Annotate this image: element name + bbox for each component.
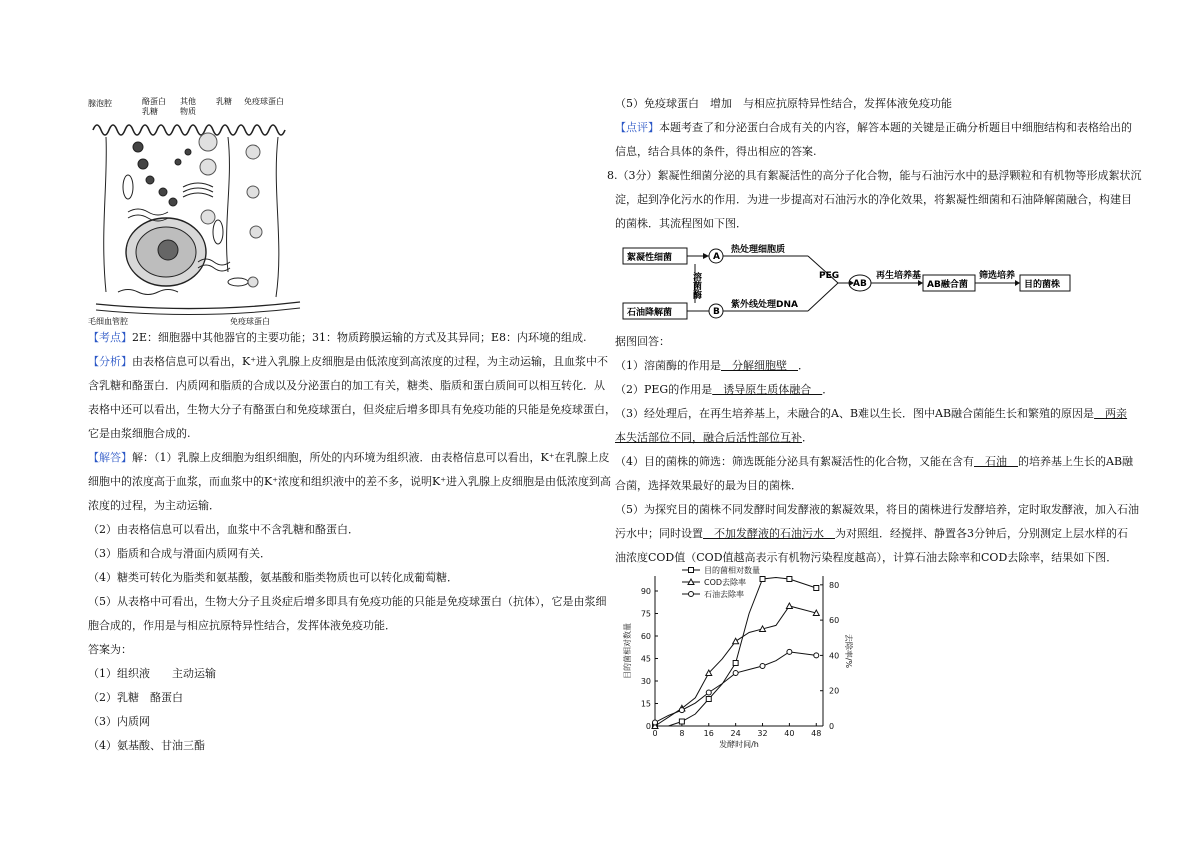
label-casein: 酪蛋白: [142, 97, 166, 106]
q4-answer: 石油: [974, 455, 1018, 468]
q1-line: [615, 358, 809, 374]
jieda-line-3: 浓度的过程，为主动运输．: [88, 499, 220, 512]
legend-marker-3: [689, 592, 694, 597]
flow-box1: 絮凝性细菌: [627, 253, 673, 263]
q5-post: 为对照组．经搅拌、静置各3分钟后，分别测定上层水样的石: [835, 527, 1128, 540]
y-left-tick-label: 90: [640, 587, 651, 596]
q1-pre: （1）溶菌酶的作用是: [615, 359, 721, 372]
x-tick-label: 16: [703, 729, 714, 738]
y-right-axis-label: 去除率/%: [844, 633, 853, 669]
flow-fused: AB融合菌: [927, 280, 968, 290]
fenxi-line-2: 含乳糖和酪蛋白．内质网和脂质的合成以及分泌蛋白的加工有关，糖类、脂质和蛋白质间可以相互转化．从: [88, 379, 605, 392]
label-other: 其他: [180, 97, 196, 106]
q5-pre: 污水中；同时设置: [615, 527, 703, 540]
read-title: 据图回答：: [615, 335, 670, 348]
q2-pre: （2）PEG的作用是: [615, 383, 713, 396]
series-1-point: [760, 577, 765, 582]
series-1-point: [733, 661, 738, 666]
fenxi-text-1: 由表格信息可以看出，K⁺进入乳腺上皮细胞是由低浓度到高浓度的过程，为主动运输，且血浆中不: [132, 355, 609, 368]
q3-post: ．: [802, 431, 813, 444]
flow-b: B: [713, 307, 720, 317]
jieda-line-8: 胞合成的，作用是与相应抗原特异性结合，发挥体液免疫功能．: [88, 619, 396, 632]
series-3-point: [706, 690, 711, 695]
series-2-point: [786, 603, 792, 609]
q5-answer: 不加发酵液的石油污水: [703, 527, 835, 540]
flow-box2: 石油降解菌: [627, 308, 673, 318]
mammary-cell-figure: [88, 92, 308, 327]
q8-line-3: 的菌株．其流程图如下图．: [615, 217, 747, 230]
series-1-point: [706, 697, 711, 702]
q2-line: [615, 382, 833, 398]
q8-line-1: 8.（3分）絮凝性细菌分泌的具有絮凝活性的高分子化合物，能与石油污水中的悬浮颗粒和有机物等形成絮状沉: [607, 169, 1142, 182]
q3-answer-1: 两亲: [1094, 407, 1128, 420]
jieda-line-1: [88, 450, 610, 466]
y-left-tick-label: 60: [640, 632, 651, 641]
jieda-line-7: （5）从表格中可看出，生物大分子且炎症后增多即具有免疫功能的只能是免疫球蛋白（抗体），它是由浆细: [88, 595, 607, 608]
y-right-tick-label: 60: [829, 616, 840, 626]
jieda-line-5: （3）脂质和合成与滑面内质网有关．: [88, 547, 271, 560]
q3-answer-2: 本失活部位不同，融合后活性部位互补: [615, 431, 802, 444]
label-immunoglobulin-bottom: 免疫球蛋白: [230, 317, 270, 326]
q4-line-1: [615, 454, 1133, 470]
kaodian-line: [88, 330, 587, 346]
label-capillary: 毛细血管腔: [88, 317, 128, 326]
legend-label-2: COD去除率: [704, 578, 747, 587]
y-left-tick-label: 75: [640, 609, 651, 619]
series-1-point: [814, 586, 819, 591]
flow-uv: 紫外线处理DNA: [731, 300, 798, 310]
legend-marker-1: [689, 568, 694, 573]
answer-title: 答案为：: [88, 643, 132, 656]
x-tick-label: 24: [730, 729, 741, 738]
answer-5: （5）免疫球蛋白 增加 与相应抗原特异性结合，发挥体液免疫功能: [615, 97, 952, 110]
y-left-axis-label: 目的菌相对数量: [623, 623, 632, 679]
q5-line-3: 油浓度COD值（COD值越高表示有机物污染程度越高），计算石油去除率和COD去除率，结果如下图．: [615, 551, 1118, 564]
flow-heat: 热处理细胞质: [731, 245, 786, 255]
flow-diagram: [623, 242, 1143, 322]
legend-label-3: 石油去除率: [704, 590, 744, 599]
q8-line-2: 淀，起到净化污水的作用．为进一步提高对石油污水的净化效果，将絮凝性细菌和石油降解菌融合，构建目: [615, 193, 1132, 206]
flow-screen: 筛选培养: [979, 271, 1016, 281]
dianping-text-1: 本题考查了和分泌蛋白合成有关的内容，解答本题的关键是正确分析题目中细胞结构和表格给出的: [659, 121, 1132, 134]
q2-post: ．: [822, 383, 834, 396]
series-3-point: [679, 708, 684, 713]
series-2-point: [733, 638, 739, 644]
q4-pre: （4）目的菌株的筛选：筛选既能分泌具有絮凝活性的化合物，又能在含有: [615, 455, 974, 468]
y-right-tick-label: 20: [829, 686, 840, 696]
label-immunoglobulin: 免疫球蛋白: [244, 97, 284, 106]
fenxi-tag: 【分析】: [88, 355, 132, 368]
kaodian-text: 2E：细胞器中其他器官的主要功能；31：物质跨膜运输的方式及其异同；E8：内环境的组成.: [132, 331, 587, 344]
q3-line-1: [615, 406, 1127, 422]
answer-1: （1）组织液 主动运输: [88, 667, 216, 680]
x-tick-label: 40: [784, 729, 795, 738]
series-3-point: [814, 653, 819, 658]
flow-ab: AB: [853, 279, 867, 289]
dianping-line-2: 信息，结合具体的条件，得出相应的答案.: [615, 145, 817, 158]
flow-peg: PEG: [819, 271, 840, 281]
x-tick-label: 32: [757, 729, 768, 738]
q4-post: 的培养基上生长的AB融: [1018, 455, 1134, 468]
jieda-line-4: （2）由表格信息可以看出，血浆中不含乳糖和酪蛋白．: [88, 523, 359, 536]
series-3-point: [787, 649, 792, 654]
dianping-tag: 【点评】: [615, 121, 659, 134]
y-left-tick-label: 30: [640, 677, 651, 686]
label-lactose-top: 乳糖: [142, 107, 158, 116]
q1-post: ．: [798, 359, 809, 372]
kaodian-tag: 【考点】: [88, 331, 132, 344]
label-lumen: 腺泡腔: [88, 99, 112, 108]
fermentation-chart: [620, 566, 853, 749]
fenxi-line-3: 表格中还可以看出，生物大分子有酪蛋白和免疫球蛋白，但炎症后增多即具有免疫功能的只能是免疫球蛋白，: [88, 403, 616, 416]
x-tick-label: 0: [652, 729, 658, 738]
jieda-line-2: 细胞中的浓度高于血浆，而血浆中的K⁺浓度和组织液中的差不多，说明K⁺进入乳腺上皮细胞是由低浓度到高: [88, 475, 612, 488]
flow-a: A: [713, 252, 720, 262]
fenxi-line-4: 它是由浆细胞合成的.: [88, 427, 191, 440]
fenxi-line-1: [88, 354, 608, 370]
y-right-tick-label: 0: [829, 722, 835, 731]
answer-3: （3）内质网: [88, 715, 150, 728]
jieda-tag: 【解答】: [88, 451, 132, 464]
flow-target: 目的菌株: [1024, 280, 1061, 290]
answer-2: （2）乳糖 酪蛋白: [88, 691, 183, 704]
legend-label-1: 目的菌相对数量: [704, 566, 760, 575]
series-3-point: [733, 671, 738, 676]
q4-line-2: 合菌，选择效果最好的最为目的菌株．: [615, 479, 802, 492]
q3-line-2: [615, 430, 813, 446]
flow-enzyme: 溶菌酶: [691, 272, 701, 299]
q2-answer: 诱导原生质体融合: [712, 383, 823, 396]
series-3-point: [653, 720, 658, 725]
answer-4: （4）氨基酸、甘油三酯: [88, 739, 205, 752]
q3-pre: （3）经处理后，在再生培养基上，未融合的A、B难以生长．图中AB融合菌能生长和繁殖的原因是: [615, 407, 1095, 420]
series-1-point: [787, 577, 792, 582]
q5-line-2: [615, 526, 1128, 542]
dianping-line-1: [615, 120, 1132, 136]
x-tick-label: 48: [811, 729, 822, 738]
x-tick-label: 8: [679, 729, 685, 738]
y-left-tick-label: 45: [640, 654, 651, 664]
y-left-tick-label: 0: [645, 722, 651, 731]
y-right-tick-label: 80: [829, 580, 840, 590]
y-left-tick-label: 15: [640, 699, 651, 709]
jieda-text-1: 解：（1）乳腺上皮细胞为组织细胞，所处的内环境为组织液．由表格信息可以看出，K⁺在乳腺上皮: [132, 451, 610, 464]
jieda-line-6: （4）糖类可转化为脂类和氨基酸，氨基酸和脂类物质也可以转化成葡萄糖．: [88, 571, 458, 584]
label-lactose: 乳糖: [216, 97, 232, 106]
y-right-tick-label: 40: [829, 651, 840, 661]
series-1-point: [679, 719, 684, 724]
q1-answer: 分解细胞壁: [721, 359, 798, 372]
series-3-point: [760, 664, 765, 669]
x-axis-label: 发酵时间/h: [719, 740, 759, 749]
q5-line-1: （5）为探究目的菌株不同发酵时间发酵液的絮凝效果，将目的菌株进行发酵培养，定时取发酵液，加入石油: [615, 503, 1139, 516]
label-substance: 物质: [180, 107, 196, 116]
flow-regen: 再生培养基: [876, 271, 922, 281]
